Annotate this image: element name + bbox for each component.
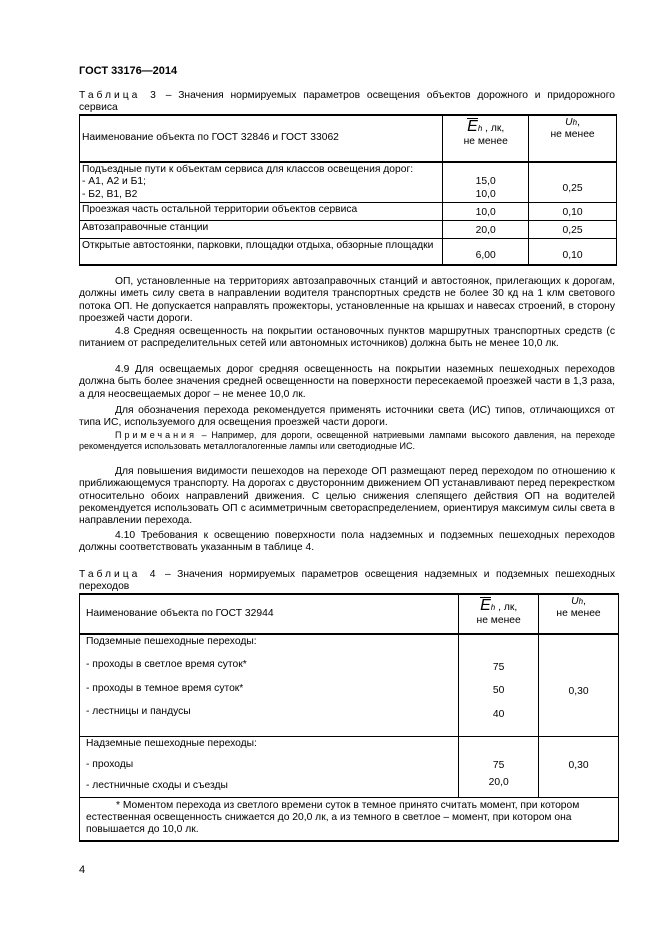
list-item: - проходы в темное время суток* <box>86 682 244 694</box>
table3-caption <box>79 90 615 115</box>
e-min: не менее <box>463 136 508 148</box>
table4-footnote-row <box>80 797 619 841</box>
paragraph-4-10: 4.10 Требования к освещению поверхности пола надземных и подземных пешеходных переходов должны соответствовать указанным в таблице 4. <box>79 530 615 554</box>
row-sub-item: - А1, А2 и Б1; <box>82 176 147 188</box>
table3-caption-label: Таблица 3 <box>79 90 159 101</box>
table4 <box>79 593 619 842</box>
row-name: Автозаправочные станции <box>80 221 443 239</box>
e-unit: , лк, <box>485 123 505 134</box>
group-title: Подземные пешеходные переходы: <box>86 636 257 647</box>
row-e: 10,0 <box>443 203 529 221</box>
row-u: 0,30 <box>539 736 619 797</box>
table4-caption <box>79 569 615 594</box>
note-text: – Например, для дороги, освещенной натриевыми лампами высокого давления, на переходе рекомендуется использовать металлогалогенные лампы или светодиодные ИС. <box>79 430 615 451</box>
row-e: 6,00 <box>443 239 529 265</box>
row-u: 0,10 <box>529 239 617 265</box>
row-u: 0,30 <box>539 634 619 736</box>
e-min: не менее <box>476 615 521 627</box>
table3 <box>79 114 617 266</box>
table-row <box>80 239 617 265</box>
table4-head-e <box>459 594 539 634</box>
group-title: Надземные пешеходные переходы: <box>86 737 257 749</box>
e-symbol: E <box>480 597 491 614</box>
paragraph-4-9: 4.9 Для освещаемых дорог средняя освещенность на покрытии наземных пешеходных переходов должна быть более значения средней освещенности на поверхности пересекаемой проезжей части в 1,3 раза, а для неосвещаемых дорог – не менее 10,0 лк. <box>79 364 615 400</box>
list-item: - проходы в светлое время суток* <box>86 659 247 671</box>
page-number: 4 <box>79 864 86 876</box>
e-value: 15,0 <box>475 176 496 188</box>
e-symbol: E <box>467 118 478 135</box>
note <box>79 430 615 452</box>
table-row <box>80 162 617 203</box>
e-unit: , лк, <box>498 602 518 613</box>
e-value: 20,0 <box>488 776 509 788</box>
e-value: 10,0 <box>475 188 496 200</box>
list-item: - проходы <box>86 758 134 770</box>
row-e <box>459 634 539 736</box>
row-e <box>443 162 529 203</box>
row-e: 20,0 <box>443 221 529 239</box>
e-value: 50 <box>492 685 505 697</box>
e-subscript: h <box>490 603 496 612</box>
table4-caption-text: – Значения нормируемых параметров освещения надземных и подземных пешеходных переходов <box>79 569 615 593</box>
row-sub-item: - Б2, В1, В2 <box>82 188 138 200</box>
e-value: 75 <box>492 759 505 771</box>
paragraph: ОП, установленные на территориях автозаправочных станций и автостоянок, прилегающих к дорогам, должны иметь силу света в направлении водителя транспортных средств не более 30 кд на 1 клм светового потока ОП. Не допускается направлять прожекторы, установленные на крышах и навесах строений, в сторону проезжей части дороги. <box>79 276 615 325</box>
u-symbol: U <box>565 117 573 128</box>
table4-caption-label: Таблица 4 <box>79 569 159 580</box>
paragraph-4-8: 4.8 Средняя освещенность на покрытии остановочных пунктов маршрутных транспортных средств (с питанием от распределительных сетей или автономных источников) должна быть не менее 10,0 лк. <box>79 326 615 350</box>
row-name: Открытые автостоянки, парковки, площадки отдыха, обзорные площадки <box>80 239 443 265</box>
e-subscript: h <box>477 124 483 133</box>
list-item: - лестницы и пандусы <box>86 706 191 718</box>
table4-header-row <box>80 594 619 634</box>
row-name <box>80 736 459 797</box>
document-header: ГОСТ 33176—2014 <box>79 65 178 77</box>
table3-header-row <box>80 115 617 162</box>
table3-head-e <box>443 115 529 162</box>
row-u: 0,10 <box>529 203 617 221</box>
u-min: не менее <box>556 608 601 620</box>
e-value: 75 <box>492 662 505 673</box>
note-label: Примечания <box>115 430 197 440</box>
table4-footnote: * Моментом перехода из светлого времени суток в темное принято считать момент, при котором естественная освещенность снижается до 20,0 лк, а из темного в светлое – момент, при котором она повышается до 10,0 лк. <box>80 797 619 841</box>
row-name <box>80 162 443 203</box>
row-name <box>80 634 459 736</box>
u-symbol: U <box>571 596 579 607</box>
list-item: - лестничные сходы и съезды <box>86 780 228 792</box>
row-title: Подъездные пути к объектам сервиса для классов освещения дорог: <box>82 164 414 175</box>
table3-caption-text: – Значения нормируемых параметров освещения объектов дорожного и придорожного сервиса <box>79 90 615 114</box>
u-subscript: h <box>572 118 578 127</box>
table-row <box>80 221 617 239</box>
row-name: Проезжая часть остальной территории объектов сервиса <box>80 203 443 221</box>
table4-head-name: Наименование объекта по ГОСТ 32944 <box>80 594 459 634</box>
paragraph: Для повышения видимости пешеходов на переходе ОП размещают перед переходом по отношению к приближающемуся транспорту. На дорогах с двусторонним движением ОП устанавливают перед перекрестком относительно обоих направлений движения. С целью снижения слепящего действия ОП на водителей рекомендуется использовать ОП с асимметричным светораспределением, ориентируя максимум силы света в направлении перехода. <box>79 466 615 527</box>
paragraph: Для обозначения перехода рекомендуется применять источники света (ИС) типов, отличающихся от типа ИС, используемого для освещения проезжей части дороги. <box>79 405 615 429</box>
table4-head-u: Uh, не менее <box>539 594 619 634</box>
table-row <box>80 736 619 797</box>
table3-head-name: Наименование объекта по ГОСТ 32846 и ГОСТ 33062 <box>80 115 443 162</box>
u-subscript: h <box>578 597 584 606</box>
u-min: не менее <box>550 129 595 141</box>
row-u: 0,25 <box>529 162 617 203</box>
row-e <box>459 736 539 797</box>
table-row <box>80 634 619 736</box>
row-u: 0,25 <box>529 221 617 239</box>
table-row <box>80 203 617 221</box>
table3-head-u: Uh, не менее <box>529 115 617 162</box>
e-value: 40 <box>492 708 505 720</box>
